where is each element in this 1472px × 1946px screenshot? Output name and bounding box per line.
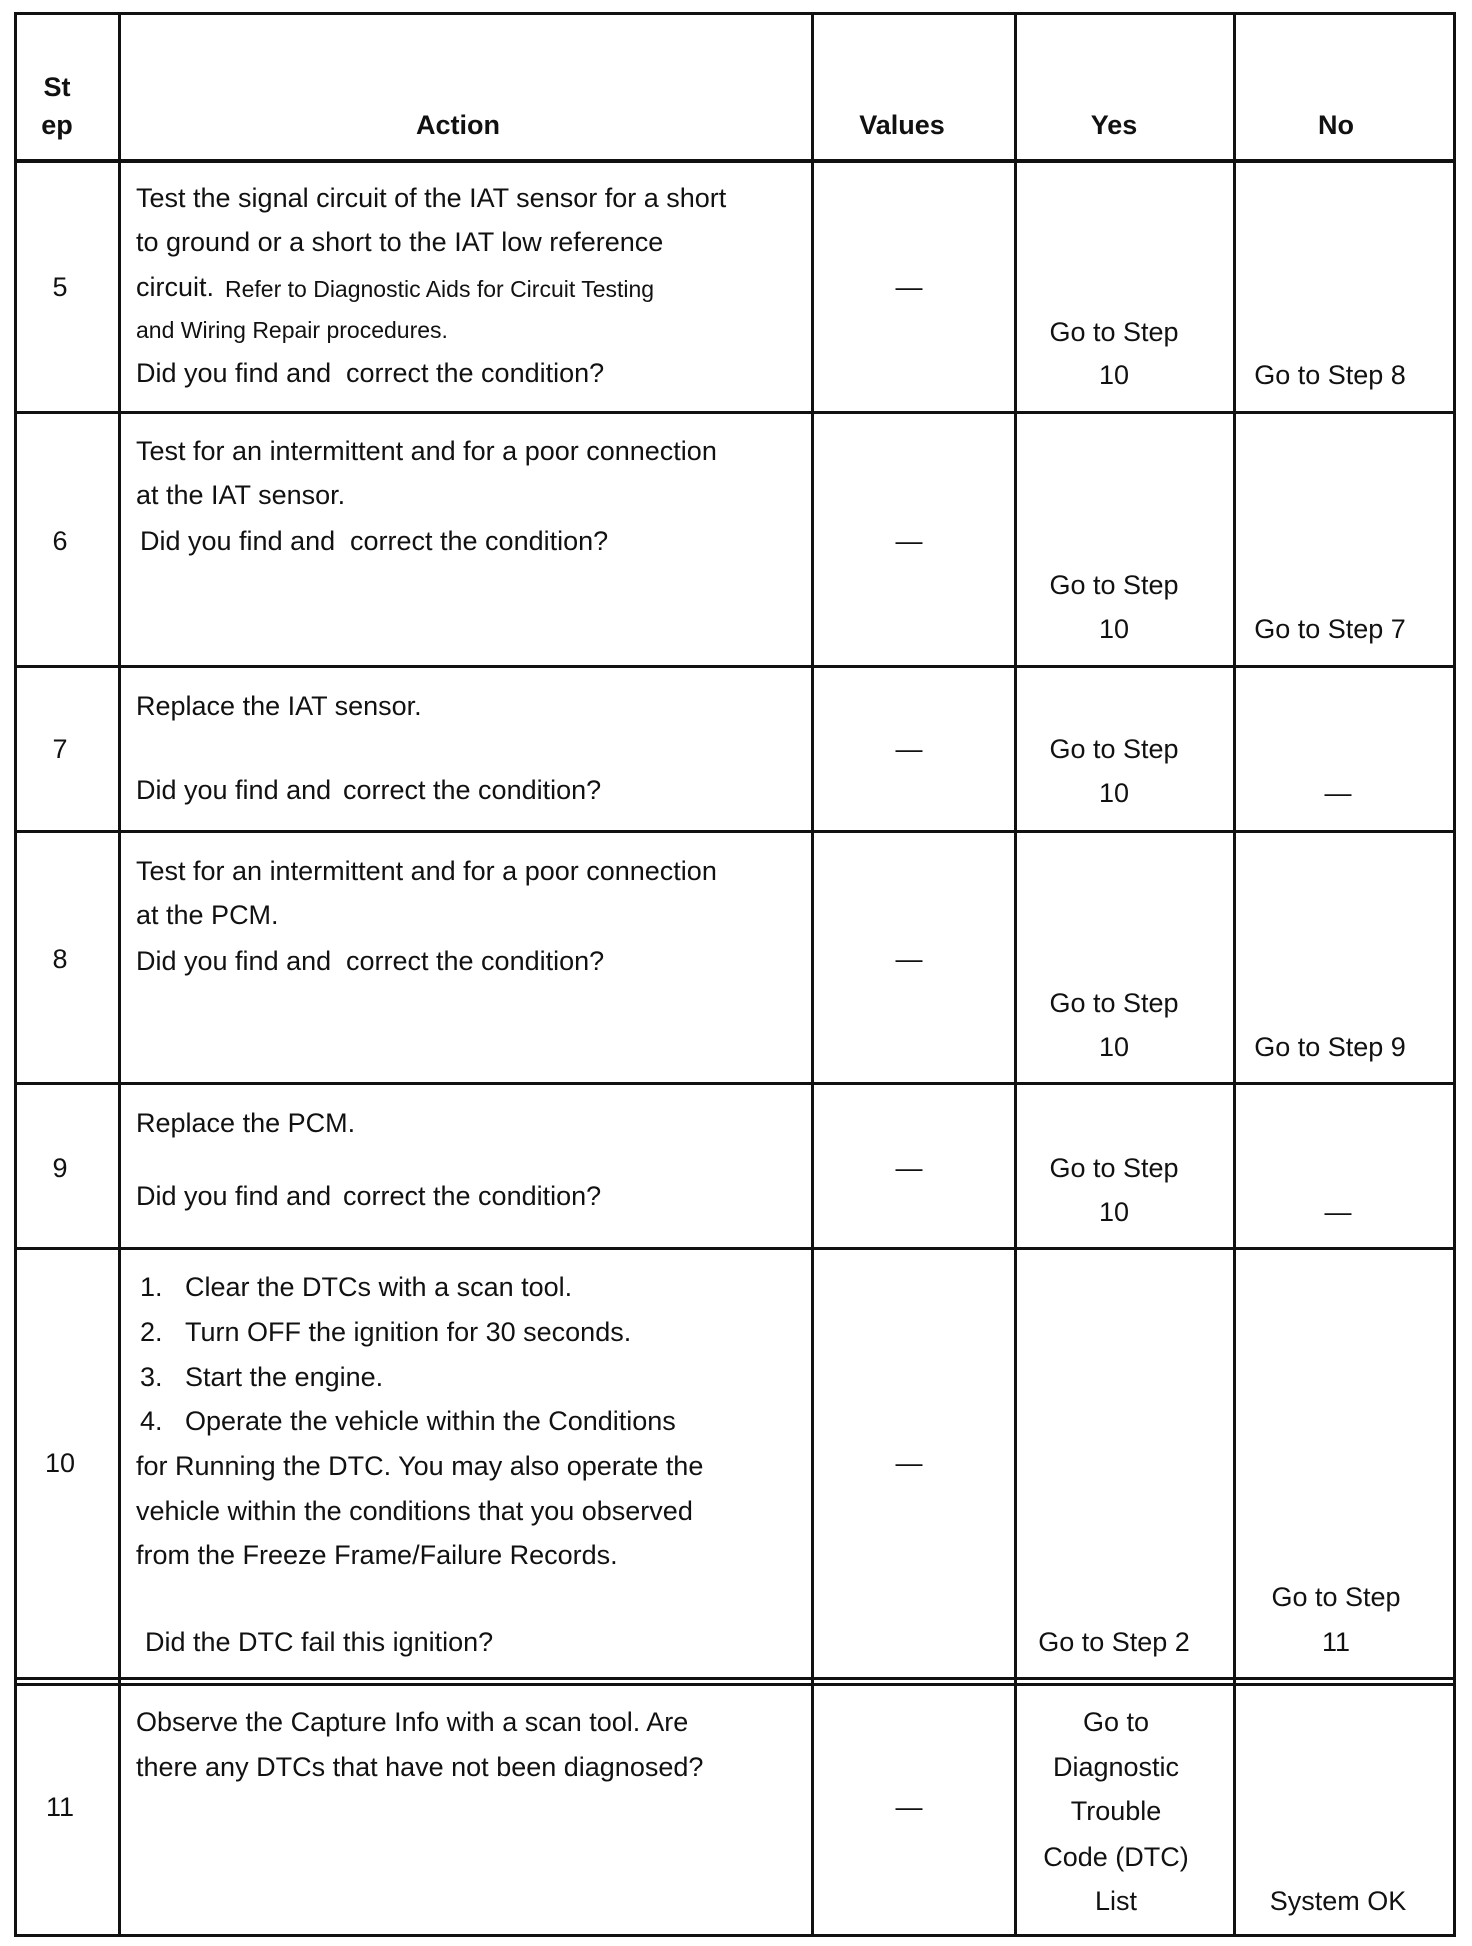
header-step-line1: St xyxy=(43,72,71,102)
table-border-right xyxy=(1453,12,1456,1937)
col-rule-yes xyxy=(1233,12,1236,1937)
yes-action: Trouble xyxy=(1070,1796,1162,1826)
action-text: correct the condition? xyxy=(346,946,605,976)
header-bottom-rule xyxy=(14,159,1456,163)
col-rule-step xyxy=(118,12,121,1937)
action-text: vehicle within the conditions that you observed xyxy=(136,1496,693,1526)
row-rule xyxy=(14,665,1456,668)
action-text: circuit. xyxy=(136,272,215,302)
step-number: 7 xyxy=(52,734,68,764)
values-dash: — xyxy=(895,1792,923,1822)
row-rule xyxy=(14,1683,1456,1686)
action-text: correct the condition? xyxy=(343,1181,602,1211)
action-text: for Running the DTC. You may also operate the xyxy=(136,1451,704,1481)
no-action: System OK xyxy=(1269,1886,1407,1916)
no-action: Go to Step xyxy=(1271,1582,1401,1612)
action-text: Test for an intermittent and for a poor connection xyxy=(136,856,717,886)
table-border-bottom xyxy=(14,1934,1456,1937)
action-text: Operate the vehicle within the Conditions xyxy=(185,1406,676,1436)
yes-action: 10 xyxy=(1098,1197,1130,1227)
action-text: Did you find and xyxy=(136,946,332,976)
values-dash: — xyxy=(895,1153,923,1183)
yes-action: Go to Step xyxy=(1049,734,1179,764)
action-text: Did you find and xyxy=(140,526,336,556)
values-dash: — xyxy=(895,944,923,974)
yes-action: 10 xyxy=(1098,778,1130,808)
action-text: Replace the PCM. xyxy=(136,1108,356,1138)
no-action: Go to Step 8 xyxy=(1254,360,1406,390)
action-text: Did the DTC fail this ignition? xyxy=(145,1627,494,1657)
action-text: Did you find and xyxy=(136,1181,332,1211)
action-text: Replace the IAT sensor. xyxy=(136,691,422,721)
no-action: Go to Step 7 xyxy=(1254,614,1406,644)
values-dash: — xyxy=(895,272,923,302)
yes-action: Code (DTC) xyxy=(1043,1842,1189,1872)
action-text: Did you find and xyxy=(136,775,332,805)
action-text: Start the engine. xyxy=(185,1362,384,1392)
action-text: correct the condition? xyxy=(350,526,609,556)
header-action: Action xyxy=(416,110,500,140)
list-number: 1. xyxy=(140,1272,163,1302)
action-text: Test for an intermittent and for a poor connection xyxy=(136,436,717,466)
action-text: correct the condition? xyxy=(346,358,605,388)
header-yes: Yes xyxy=(1090,110,1138,140)
values-dash: — xyxy=(895,734,923,764)
action-text: to ground or a short to the IAT low reference xyxy=(136,227,664,257)
values-dash: — xyxy=(895,1448,923,1478)
list-number: 3. xyxy=(140,1362,163,1392)
action-text: Clear the DTCs with a scan tool. xyxy=(185,1272,573,1302)
yes-action: Go to Step xyxy=(1049,570,1179,600)
col-rule-values xyxy=(1014,12,1017,1937)
yes-action: Go to Step xyxy=(1049,988,1179,1018)
step-number: 10 xyxy=(44,1448,76,1478)
yes-action: Go to Step xyxy=(1049,1153,1179,1183)
yes-action: 10 xyxy=(1098,1032,1130,1062)
yes-action: Go to Step xyxy=(1049,317,1179,347)
step-number: 9 xyxy=(52,1153,68,1183)
action-text: and Wiring Repair procedures. xyxy=(136,317,448,343)
action-text: Refer to Diagnostic Aids for Circuit Testing xyxy=(225,276,655,302)
yes-action: Diagnostic xyxy=(1052,1752,1180,1782)
action-text: there any DTCs that have not been diagnosed? xyxy=(136,1752,704,1782)
header-no: No xyxy=(1318,110,1354,140)
action-text: Observe the Capture Info with a scan tool. Are xyxy=(136,1707,689,1737)
action-text: Did you find and xyxy=(136,358,332,388)
table-border-left xyxy=(14,12,17,1937)
row-rule xyxy=(14,1082,1456,1085)
step-number: 5 xyxy=(52,272,68,302)
header-step-line2: ep xyxy=(41,110,73,140)
yes-action: 10 xyxy=(1098,360,1130,390)
list-number: 2. xyxy=(140,1317,163,1347)
list-number: 4. xyxy=(140,1406,163,1436)
step-number: 8 xyxy=(52,944,68,974)
yes-action: 10 xyxy=(1098,614,1130,644)
no-action: 11 xyxy=(1321,1627,1351,1657)
action-text: correct the condition? xyxy=(343,775,602,805)
table-border-top xyxy=(14,12,1456,15)
action-text: Turn OFF the ignition for 30 seconds. xyxy=(185,1317,632,1347)
header-values: Values xyxy=(859,110,945,140)
step-number: 6 xyxy=(52,526,68,556)
row-rule xyxy=(14,411,1456,414)
no-action: — xyxy=(1324,778,1352,808)
action-text: at the PCM. xyxy=(136,900,279,930)
yes-action: Go to Step 2 xyxy=(1038,1627,1190,1657)
row-rule xyxy=(14,830,1456,833)
no-action: Go to Step 9 xyxy=(1254,1032,1406,1062)
row-rule xyxy=(14,1247,1456,1250)
values-dash: — xyxy=(895,526,923,556)
action-text: Test the signal circuit of the IAT sensor for a short xyxy=(136,183,727,213)
col-rule-action xyxy=(811,12,814,1937)
action-text: from the Freeze Frame/Failure Records. xyxy=(136,1540,618,1570)
row-rule xyxy=(14,1677,1456,1680)
no-action: — xyxy=(1324,1197,1352,1227)
yes-action: Go to xyxy=(1082,1707,1150,1737)
action-text: at the IAT sensor. xyxy=(136,480,346,510)
yes-action: List xyxy=(1094,1886,1138,1916)
step-number: 11 xyxy=(45,1792,75,1822)
